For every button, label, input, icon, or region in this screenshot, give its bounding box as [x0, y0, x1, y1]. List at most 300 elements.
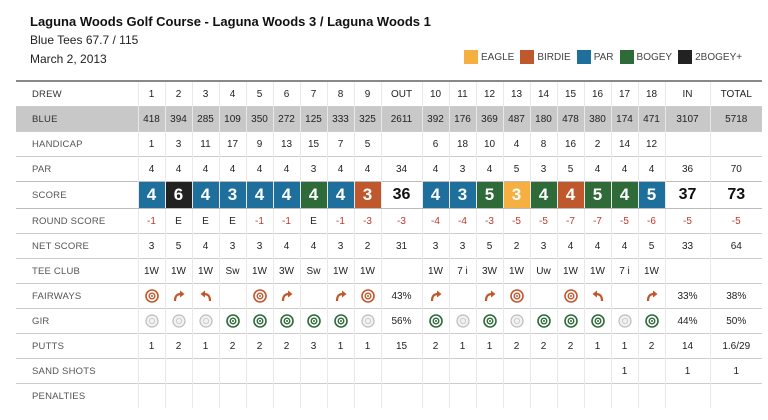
putts-cell: 1	[138, 334, 165, 359]
fairways-cell: 43%	[381, 284, 422, 309]
hit-icon	[301, 314, 327, 328]
right-arrow-icon	[639, 289, 665, 303]
sand-shots-cell	[138, 359, 165, 384]
gir-cell	[422, 309, 449, 334]
column-header: 4	[219, 81, 246, 107]
fairways-cell	[219, 284, 246, 309]
net-score-cell: 3	[246, 234, 273, 259]
column-header: 15	[557, 81, 584, 107]
gir-cell	[638, 309, 665, 334]
row-label: GIR	[16, 309, 138, 334]
score-cell: 73	[710, 182, 762, 209]
score-cell: 36	[381, 182, 422, 209]
player-name: DREW	[16, 81, 138, 107]
row-label: TEE CLUB	[16, 259, 138, 284]
tee-club-cell: 1W	[557, 259, 584, 284]
penalties-cell	[503, 384, 530, 409]
sand-shots-cell: 1	[611, 359, 638, 384]
score-cell: 3	[219, 182, 246, 209]
gir-cell: 44%	[665, 309, 710, 334]
tee-club-cell: 1W	[246, 259, 273, 284]
round-score-cell: -5	[611, 209, 638, 234]
net-score-cell: 3	[422, 234, 449, 259]
tee-club-cell: 1W	[327, 259, 354, 284]
score-cell: 37	[665, 182, 710, 209]
handicap-cell: 17	[219, 132, 246, 157]
column-header: 1	[138, 81, 165, 107]
fairways-cell	[530, 284, 557, 309]
column-header: 2	[165, 81, 192, 107]
gir-cell	[300, 309, 327, 334]
net-score-cell: 2	[503, 234, 530, 259]
penalties-cell	[354, 384, 381, 409]
blue-cell: 272	[273, 107, 300, 132]
round-score-cell: -4	[422, 209, 449, 234]
sand-shots-cell	[300, 359, 327, 384]
penalties-cell	[300, 384, 327, 409]
gir-cell	[354, 309, 381, 334]
legend-swatch	[464, 50, 478, 64]
tee-club-cell: 1W	[192, 259, 219, 284]
row-label: PENALTIES	[16, 384, 138, 409]
column-header: 11	[449, 81, 476, 107]
left-arrow-icon	[585, 289, 611, 303]
legend-item	[520, 50, 570, 64]
putts-cell: 2	[246, 334, 273, 359]
gir-cell	[138, 309, 165, 334]
sand-shots-cell	[192, 359, 219, 384]
hit-icon	[558, 314, 584, 328]
net-score-cell: 64	[710, 234, 762, 259]
hit-icon	[247, 314, 273, 328]
handicap-cell	[710, 132, 762, 157]
fairways-cell	[476, 284, 503, 309]
score-cell: 4	[557, 182, 584, 209]
penalties-cell	[165, 384, 192, 409]
gir-cell	[246, 309, 273, 334]
tee-club-cell: 1W	[503, 259, 530, 284]
fairways-cell	[611, 284, 638, 309]
handicap-cell: 6	[422, 132, 449, 157]
blue-cell: 2611	[381, 107, 422, 132]
column-header: 3	[192, 81, 219, 107]
row-label: HANDICAP	[16, 132, 138, 157]
hit-icon	[328, 314, 354, 328]
putts-cell: 1	[449, 334, 476, 359]
legend-label: 2BOGEY+	[695, 51, 743, 63]
fairways-cell	[165, 284, 192, 309]
miss-icon	[166, 314, 192, 328]
round-score-cell: E	[300, 209, 327, 234]
blue-cell: 478	[557, 107, 584, 132]
target-icon	[139, 289, 165, 303]
sand-shots-cell	[503, 359, 530, 384]
handicap-cell: 18	[449, 132, 476, 157]
par-cell: 4	[638, 157, 665, 182]
right-arrow-icon	[423, 289, 449, 303]
hit-icon	[531, 314, 557, 328]
blue-cell: 350	[246, 107, 273, 132]
sand-shots-cell	[638, 359, 665, 384]
net-score-cell: 3	[530, 234, 557, 259]
right-arrow-icon	[328, 289, 354, 303]
target-icon	[355, 289, 381, 303]
blue-cell: 418	[138, 107, 165, 132]
gir-cell: 56%	[381, 309, 422, 334]
sand-shots-cell	[273, 359, 300, 384]
target-icon	[247, 289, 273, 303]
par-cell: 4	[354, 157, 381, 182]
penalties-cell	[611, 384, 638, 409]
putts-cell: 1	[584, 334, 611, 359]
par-row	[16, 157, 762, 182]
handicap-cell: 13	[273, 132, 300, 157]
score-cell: 4	[422, 182, 449, 209]
right-arrow-icon	[477, 289, 503, 303]
legend-label: BOGEY	[636, 51, 673, 63]
handicap-cell: 2	[584, 132, 611, 157]
score-cell: 4	[327, 182, 354, 209]
score-cell: 5	[476, 182, 503, 209]
handicap-cell	[381, 132, 422, 157]
legend-label: BIRDIE	[537, 51, 571, 63]
sand-shots-cell	[165, 359, 192, 384]
handicap-cell: 4	[503, 132, 530, 157]
putts-cell: 1	[476, 334, 503, 359]
gir-cell	[327, 309, 354, 334]
gir-cell	[449, 309, 476, 334]
par-cell: 3	[300, 157, 327, 182]
sand-shots-cell	[381, 359, 422, 384]
round-score-cell: -1	[138, 209, 165, 234]
right-arrow-icon	[166, 289, 192, 303]
fairways-cell	[422, 284, 449, 309]
putts-cell: 2	[422, 334, 449, 359]
par-cell: 4	[476, 157, 503, 182]
handicap-cell: 12	[638, 132, 665, 157]
column-header: 10	[422, 81, 449, 107]
net-score-row	[16, 234, 762, 259]
sand-shots-cell	[219, 359, 246, 384]
putts-cell: 1	[192, 334, 219, 359]
par-cell: 4	[611, 157, 638, 182]
row-label: ROUND SCORE	[16, 209, 138, 234]
penalties-cell	[192, 384, 219, 409]
row-label: PAR	[16, 157, 138, 182]
column-header: 14	[530, 81, 557, 107]
score-cell: 4	[192, 182, 219, 209]
round-score-row	[16, 209, 762, 234]
net-score-cell: 5	[638, 234, 665, 259]
handicap-cell: 8	[530, 132, 557, 157]
legend-item	[620, 50, 673, 64]
fairways-cell	[503, 284, 530, 309]
gir-cell	[273, 309, 300, 334]
miss-icon	[355, 314, 381, 328]
net-score-cell: 4	[192, 234, 219, 259]
gir-cell	[530, 309, 557, 334]
tee-club-cell	[710, 259, 762, 284]
hit-icon	[423, 314, 449, 328]
fairways-cell	[449, 284, 476, 309]
miss-icon	[450, 314, 476, 328]
penalties-cell	[273, 384, 300, 409]
net-score-cell: 4	[611, 234, 638, 259]
gir-cell	[192, 309, 219, 334]
tee-club-cell: Uw	[530, 259, 557, 284]
round-score-cell: E	[192, 209, 219, 234]
putts-cell: 2	[219, 334, 246, 359]
legend-label: EAGLE	[481, 51, 515, 63]
gir-cell	[611, 309, 638, 334]
column-header: 5	[246, 81, 273, 107]
fairways-cell	[638, 284, 665, 309]
tee-club-cell: 1W	[354, 259, 381, 284]
penalties-cell	[638, 384, 665, 409]
par-cell: 5	[503, 157, 530, 182]
round-score-cell: -5	[530, 209, 557, 234]
tee-info: Blue Tees 67.7 / 115	[30, 33, 139, 47]
penalties-cell	[665, 384, 710, 409]
round-score-cell: -3	[381, 209, 422, 234]
putts-cell: 2	[273, 334, 300, 359]
column-header: 12	[476, 81, 503, 107]
net-score-cell: 2	[354, 234, 381, 259]
hit-icon	[274, 314, 300, 328]
putts-cell: 2	[503, 334, 530, 359]
scorecard-table	[16, 80, 762, 408]
penalties-cell	[381, 384, 422, 409]
round-score-cell: E	[165, 209, 192, 234]
penalties-cell	[530, 384, 557, 409]
column-header: 9	[354, 81, 381, 107]
sand-shots-cell	[449, 359, 476, 384]
round-score-cell: -1	[273, 209, 300, 234]
gir-cell	[557, 309, 584, 334]
gir-cell	[219, 309, 246, 334]
par-cell: 70	[710, 157, 762, 182]
tee-club-cell: 1W	[584, 259, 611, 284]
tee-club-cell: 7 i	[449, 259, 476, 284]
handicap-cell: 5	[354, 132, 381, 157]
net-score-cell: 3	[219, 234, 246, 259]
blue-cell: 285	[192, 107, 219, 132]
handicap-cell: 9	[246, 132, 273, 157]
putts-cell: 1	[327, 334, 354, 359]
column-header: 6	[273, 81, 300, 107]
round-score-cell: -3	[476, 209, 503, 234]
miss-icon	[193, 314, 219, 328]
hit-icon	[639, 314, 665, 328]
par-cell: 4	[422, 157, 449, 182]
score-row	[16, 182, 762, 209]
round-score-cell: -5	[665, 209, 710, 234]
net-score-cell: 3	[449, 234, 476, 259]
round-score-cell: -1	[246, 209, 273, 234]
handicap-cell	[665, 132, 710, 157]
gir-row	[16, 309, 762, 334]
round-score-cell: -3	[354, 209, 381, 234]
tee-club-cell: Sw	[300, 259, 327, 284]
round-score-cell: -5	[503, 209, 530, 234]
sand-shots-cell	[422, 359, 449, 384]
penalties-cell	[422, 384, 449, 409]
column-header: 18	[638, 81, 665, 107]
blue-cell: 380	[584, 107, 611, 132]
row-label: BLUE	[16, 107, 138, 132]
putts-cell: 1	[354, 334, 381, 359]
penalties-row	[16, 384, 762, 409]
fairways-cell	[300, 284, 327, 309]
round-score-cell: -6	[638, 209, 665, 234]
row-label: SAND SHOTS	[16, 359, 138, 384]
fairways-cell	[246, 284, 273, 309]
blue-cell: 3107	[665, 107, 710, 132]
par-cell: 4	[138, 157, 165, 182]
course-title: Laguna Woods Golf Course - Laguna Woods 3 / Laguna Woods 1	[30, 14, 431, 29]
net-score-cell: 33	[665, 234, 710, 259]
round-score-cell: -1	[327, 209, 354, 234]
blue-row	[16, 107, 762, 132]
sand-shots-cell	[530, 359, 557, 384]
handicap-cell: 1	[138, 132, 165, 157]
fairways-cell	[192, 284, 219, 309]
net-score-cell: 4	[584, 234, 611, 259]
target-icon	[504, 289, 530, 303]
par-cell: 34	[381, 157, 422, 182]
score-cell: 4	[246, 182, 273, 209]
blue-cell: 180	[530, 107, 557, 132]
par-cell: 4	[192, 157, 219, 182]
tee-club-cell: 1W	[422, 259, 449, 284]
sand-shots-cell: 1	[710, 359, 762, 384]
row-label: SCORE	[16, 182, 138, 209]
column-header: 7	[300, 81, 327, 107]
fairways-cell	[138, 284, 165, 309]
scorecard-header	[30, 14, 431, 68]
putts-cell: 1	[611, 334, 638, 359]
handicap-cell: 14	[611, 132, 638, 157]
row-label: FAIRWAYS	[16, 284, 138, 309]
putts-cell: 2	[530, 334, 557, 359]
score-cell: 4	[300, 182, 327, 209]
fairways-row	[16, 284, 762, 309]
gir-cell	[165, 309, 192, 334]
score-cell: 4	[611, 182, 638, 209]
penalties-cell	[710, 384, 762, 409]
handicap-cell: 11	[192, 132, 219, 157]
right-arrow-icon	[274, 289, 300, 303]
score-cell: 3	[354, 182, 381, 209]
net-score-cell: 4	[557, 234, 584, 259]
round-score-cell: -7	[557, 209, 584, 234]
penalties-cell	[449, 384, 476, 409]
column-header: IN	[665, 81, 710, 107]
left-arrow-icon	[193, 289, 219, 303]
score-cell: 6	[165, 182, 192, 209]
handicap-row	[16, 132, 762, 157]
fairways-cell	[354, 284, 381, 309]
par-cell: 4	[273, 157, 300, 182]
tee-club-cell: 1W	[638, 259, 665, 284]
legend-swatch	[520, 50, 534, 64]
blue-cell: 487	[503, 107, 530, 132]
tee-club-cell: 7 i	[611, 259, 638, 284]
tee-club-cell: 1W	[165, 259, 192, 284]
sand-shots-row	[16, 359, 762, 384]
handicap-cell: 15	[300, 132, 327, 157]
gir-cell	[584, 309, 611, 334]
penalties-cell	[246, 384, 273, 409]
putts-cell: 2	[638, 334, 665, 359]
penalties-cell	[557, 384, 584, 409]
column-header: 13	[503, 81, 530, 107]
fairways-cell: 38%	[710, 284, 762, 309]
par-cell: 4	[219, 157, 246, 182]
blue-cell: 392	[422, 107, 449, 132]
blue-cell: 109	[219, 107, 246, 132]
net-score-cell: 5	[165, 234, 192, 259]
tee-club-cell: 3W	[476, 259, 503, 284]
round-score-cell: -7	[584, 209, 611, 234]
hit-icon	[220, 314, 246, 328]
penalties-cell	[584, 384, 611, 409]
penalties-cell	[219, 384, 246, 409]
hit-icon	[585, 314, 611, 328]
handicap-cell: 3	[165, 132, 192, 157]
miss-icon	[504, 314, 530, 328]
score-cell: 4	[530, 182, 557, 209]
putts-cell: 14	[665, 334, 710, 359]
legend-swatch	[678, 50, 692, 64]
blue-cell: 174	[611, 107, 638, 132]
legend-swatch	[620, 50, 634, 64]
miss-icon	[139, 314, 165, 328]
column-header: 17	[611, 81, 638, 107]
net-score-cell: 31	[381, 234, 422, 259]
blue-cell: 369	[476, 107, 503, 132]
blue-cell: 333	[327, 107, 354, 132]
tee-club-cell: 1W	[138, 259, 165, 284]
blue-cell: 5718	[710, 107, 762, 132]
blue-cell: 471	[638, 107, 665, 132]
blue-cell: 394	[165, 107, 192, 132]
table-header-row	[16, 81, 762, 107]
net-score-cell: 3	[327, 234, 354, 259]
column-header: 8	[327, 81, 354, 107]
handicap-cell: 7	[327, 132, 354, 157]
net-score-cell: 4	[273, 234, 300, 259]
legend-item	[678, 50, 742, 64]
net-score-cell: 5	[476, 234, 503, 259]
par-cell: 4	[165, 157, 192, 182]
par-cell: 4	[246, 157, 273, 182]
tee-club-cell: 3W	[273, 259, 300, 284]
net-score-cell: 3	[138, 234, 165, 259]
par-cell: 3	[449, 157, 476, 182]
gir-cell	[476, 309, 503, 334]
handicap-cell: 16	[557, 132, 584, 157]
score-cell: 5	[584, 182, 611, 209]
putts-cell: 1.6/29	[710, 334, 762, 359]
putts-row	[16, 334, 762, 359]
target-icon	[558, 289, 584, 303]
row-label: PUTTS	[16, 334, 138, 359]
score-cell: 3	[449, 182, 476, 209]
putts-cell: 3	[300, 334, 327, 359]
blue-cell: 125	[300, 107, 327, 132]
penalties-cell	[138, 384, 165, 409]
